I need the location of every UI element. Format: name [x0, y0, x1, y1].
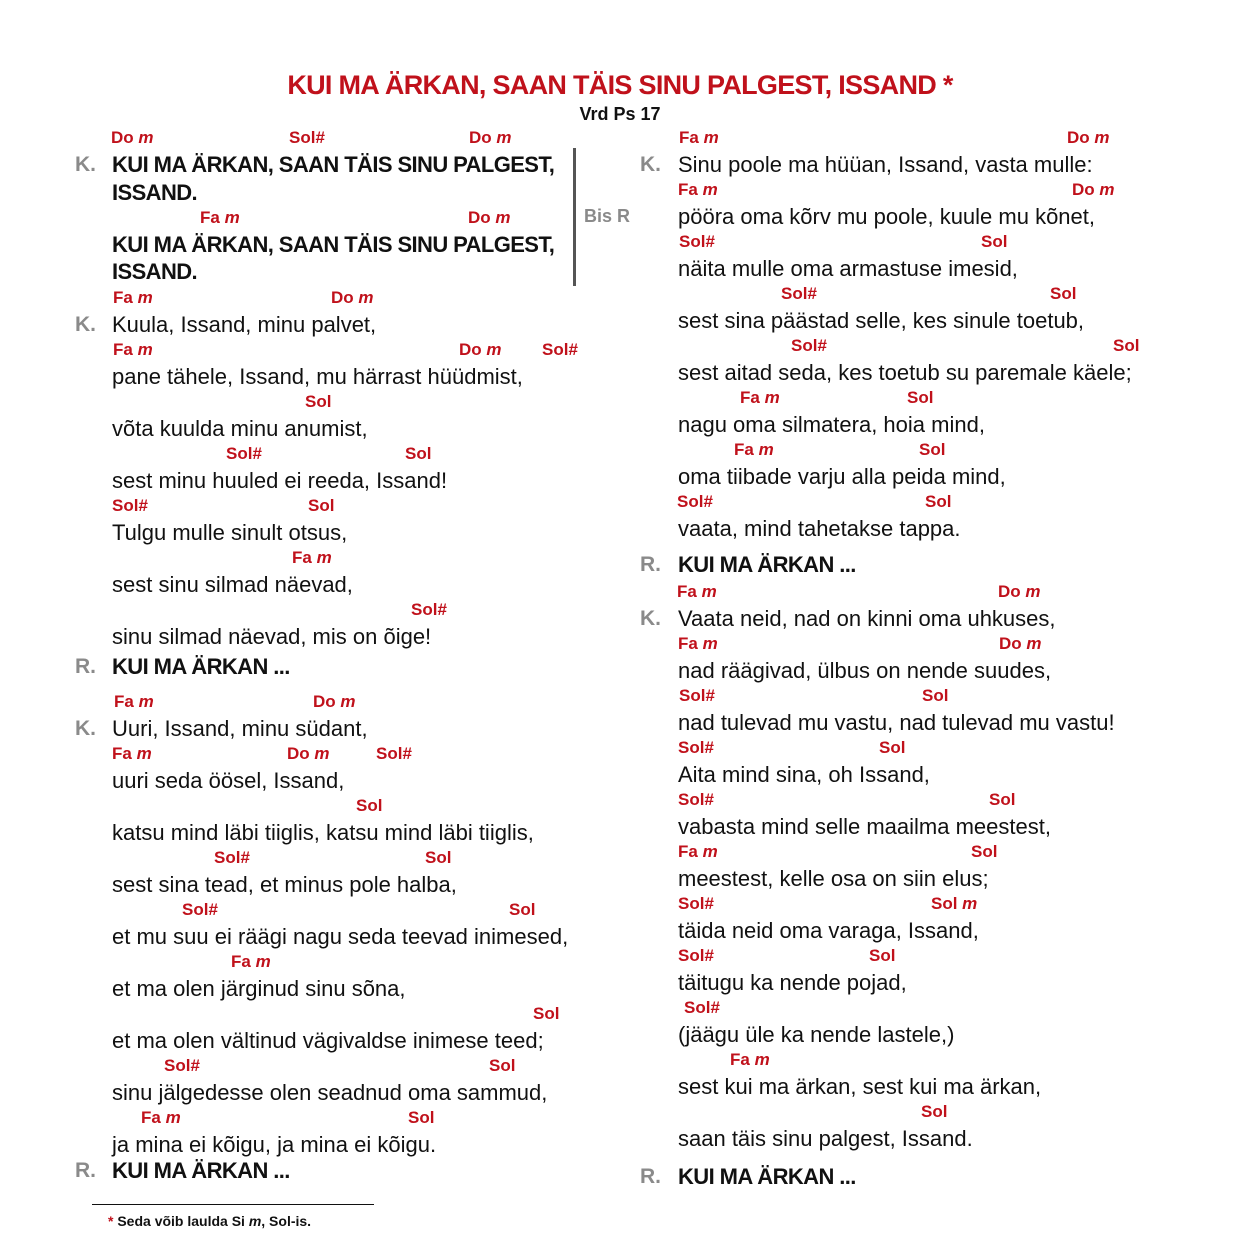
chord-root: Fa — [678, 180, 703, 199]
chord-root: Sol — [921, 1102, 948, 1121]
chord-label — [678, 946, 714, 966]
chord-label — [141, 1108, 181, 1128]
chord-minor-mark: m — [340, 692, 356, 711]
chord-root: Fa — [292, 548, 317, 567]
chord-label — [231, 952, 271, 972]
chord-root: Do — [999, 634, 1027, 653]
lyric-line: sest sinu silmad näevad, — [112, 572, 353, 597]
chord-label — [998, 582, 1041, 602]
chord-root: Sol# — [411, 600, 447, 619]
lyric-line: näita mulle oma armastuse imesid, — [678, 256, 1018, 281]
chord-root: Fa — [734, 440, 759, 459]
chord-root: Sol# — [376, 744, 412, 763]
chord-minor-mark: m — [496, 128, 512, 147]
bis-label: Bis R — [584, 206, 631, 226]
footnote — [108, 1213, 311, 1229]
chord-label — [981, 232, 1007, 252]
chord-label — [113, 288, 153, 308]
chord-root: Sol# — [678, 894, 714, 913]
lyric-line: Kuula, Issand, minu palvet, — [112, 312, 377, 337]
chord-minor-mark: m — [1025, 582, 1041, 601]
refrain-line: KUI MA ÄRKAN ... — [678, 552, 856, 577]
chord-root: Sol — [305, 392, 332, 411]
refrain-marker: R. — [75, 1159, 96, 1182]
refrain-line: KUI MA ÄRKAN, SAAN TÄIS SINU PALGEST, — [112, 232, 555, 257]
chord-label — [489, 1056, 515, 1076]
chord-label — [411, 600, 447, 620]
chord-root: Sol — [489, 1056, 516, 1075]
chord-root: Sol# — [679, 232, 715, 251]
chord-label — [999, 634, 1042, 654]
footnote-star: * — [108, 1213, 114, 1229]
verse-marker: K. — [640, 607, 661, 630]
chord-minor-mark: m — [702, 842, 718, 861]
lyric-line: oma tiibade varju alla peida mind, — [678, 464, 1006, 489]
chord-root: Do — [468, 208, 496, 227]
chord-label — [931, 894, 977, 914]
chord-root: Fa — [200, 208, 225, 227]
chord-root: Fa — [112, 744, 137, 763]
lyric-line: võta kuulda minu anumist, — [112, 416, 368, 441]
chord-root: Sol — [925, 492, 952, 511]
lyric-line: sest aitad seda, kes toetub su paremale käele; — [678, 360, 1132, 385]
chord-root: Sol — [931, 894, 963, 913]
chord-label — [468, 208, 511, 228]
chord-root: Sol — [919, 440, 946, 459]
lyric-line: Sinu poole ma hüüan, Issand, vasta mulle: — [678, 152, 1093, 177]
chord-root: Sol — [869, 946, 896, 965]
lyric-line: et ma olen järginud sinu sõna, — [112, 976, 406, 1001]
chord-label — [791, 336, 827, 356]
chord-label — [376, 744, 412, 764]
chord-root: Sol# — [678, 738, 714, 757]
lyric-line: katsu mind läbi tiiglis, katsu mind läbi tiiglis, — [112, 820, 534, 845]
footnote-text-pre: Seda võib laulda Si — [113, 1213, 249, 1229]
refrain-line: ISSAND. — [112, 180, 198, 205]
chord-root: Sol# — [226, 444, 262, 463]
refrain-line: KUI MA ÄRKAN ... — [678, 1164, 856, 1189]
lyric-line: sest sina päästad selle, kes sinule toetub, — [678, 308, 1085, 333]
chord-label — [305, 392, 331, 412]
chord-minor-mark: m — [136, 744, 152, 763]
chord-root: Sol — [981, 232, 1008, 251]
chord-label — [292, 548, 332, 568]
chord-label — [678, 790, 714, 810]
lyric-line: sest sina tead, et minus pole halba, — [112, 872, 457, 897]
chord-root: Fa — [679, 128, 704, 147]
chord-minor-mark: m — [1094, 128, 1110, 147]
chord-root: Sol — [425, 848, 452, 867]
chord-minor-mark: m — [137, 288, 153, 307]
chord-root: Sol — [408, 1108, 435, 1127]
chord-root: Do — [1067, 128, 1095, 147]
chord-root: Sol# — [112, 496, 148, 515]
chord-minor-mark: m — [138, 128, 154, 147]
chord-label — [869, 946, 895, 966]
chord-label — [533, 1004, 559, 1024]
chord-root: Sol — [533, 1004, 560, 1023]
chord-label — [200, 208, 240, 228]
chord-label — [469, 128, 512, 148]
chord-root: Sol — [879, 738, 906, 757]
chord-label — [226, 444, 262, 464]
chord-label — [1050, 284, 1076, 304]
chord-root: Fa — [141, 1108, 166, 1127]
chord-label — [684, 998, 720, 1018]
chord-label — [989, 790, 1015, 810]
refrain-marker: R. — [640, 1165, 661, 1188]
chord-label — [740, 388, 780, 408]
chord-label — [678, 634, 718, 654]
chord-root: Fa — [231, 952, 256, 971]
chord-label — [164, 1056, 200, 1076]
chord-label — [356, 796, 382, 816]
lyric-line: et ma olen vältinud vägivaldse inimese teed; — [112, 1028, 544, 1053]
chord-root: Fa — [740, 388, 765, 407]
lyric-line: Aita mind sina, oh Issand, — [678, 762, 930, 787]
lyric-line: Uuri, Issand, minu südant, — [112, 716, 368, 741]
chord-minor-mark: m — [495, 208, 511, 227]
chord-root: Sol# — [677, 492, 713, 511]
lyric-line: täitugu ka nende pojad, — [678, 970, 907, 995]
chord-root: Sol — [971, 842, 998, 861]
chord-minor-mark: m — [358, 288, 374, 307]
chord-root: Fa — [678, 842, 703, 861]
chord-label — [679, 686, 715, 706]
chord-root: Sol# — [214, 848, 250, 867]
chord-root: Sol — [405, 444, 432, 463]
lyric-line: täida neid oma varaga, Issand, — [678, 918, 979, 943]
chord-label — [679, 128, 719, 148]
chord-minor-mark: m — [758, 440, 774, 459]
chord-label — [214, 848, 250, 868]
chord-label — [971, 842, 997, 862]
chord-minor-mark: m — [314, 744, 330, 763]
chord-minor-mark: m — [962, 894, 978, 913]
refrain-line: KUI MA ÄRKAN ... — [112, 654, 290, 679]
chord-minor-mark: m — [754, 1050, 770, 1069]
footnote-italic: m — [248, 1213, 262, 1229]
lyric-line: pööra oma kõrv mu poole, kuule mu kõnet, — [678, 204, 1096, 229]
refrain-line: KUI MA ÄRKAN, SAAN TÄIS SINU PALGEST, — [112, 152, 555, 177]
chord-root: Sol# — [678, 946, 714, 965]
chord-label — [907, 388, 933, 408]
chord-label — [425, 848, 451, 868]
lyric-line: meestest, kelle osa on siin elus; — [678, 866, 989, 891]
footnote-text-post: , Sol-is. — [261, 1213, 312, 1229]
lyric-line: nad räägivad, ülbus on nende suudes, — [678, 658, 1052, 683]
lyric-line: Vaata neid, nad on kinni oma uhkuses, — [678, 606, 1056, 631]
chord-root: Sol# — [678, 790, 714, 809]
chord-label — [313, 692, 356, 712]
chord-label — [408, 1108, 434, 1128]
chord-label — [925, 492, 951, 512]
lyric-line: saan täis sinu palgest, Issand. — [678, 1126, 973, 1151]
chord-label — [677, 582, 717, 602]
lyric-line: nad tulevad mu vastu, nad tulevad mu vastu! — [678, 710, 1115, 735]
chord-label — [112, 496, 148, 516]
lyric-line: et mu suu ei räägi nagu seda teevad inimesed, — [112, 924, 569, 949]
chord-label — [114, 692, 154, 712]
chord-root: Fa — [114, 692, 139, 711]
lyric-line: pane tähele, Issand, mu härrast hüüdmist, — [112, 364, 523, 389]
chord-root: Fa — [730, 1050, 755, 1069]
chord-label — [331, 288, 374, 308]
chord-root: Fa — [678, 634, 703, 653]
verse-marker: K. — [75, 717, 96, 740]
chord-label — [1072, 180, 1115, 200]
chord-minor-mark: m — [764, 388, 780, 407]
chord-label — [405, 444, 431, 464]
lyric-line: vabasta mind selle maailma meestest, — [678, 814, 1051, 839]
chord-label — [113, 340, 153, 360]
chord-root: Sol — [308, 496, 335, 515]
chord-minor-mark: m — [137, 340, 153, 359]
lyric-line: sest minu huuled ei reeda, Issand! — [112, 468, 448, 493]
chord-root: Sol — [509, 900, 536, 919]
chord-root: Do — [111, 128, 139, 147]
chord-minor-mark: m — [1099, 180, 1115, 199]
chord-label — [919, 440, 945, 460]
chord-root: Fa — [677, 582, 702, 601]
chord-label — [879, 738, 905, 758]
chord-label — [1067, 128, 1110, 148]
bis-bracket — [573, 148, 576, 286]
chord-minor-mark: m — [138, 692, 154, 711]
chord-label — [678, 894, 714, 914]
lyric-line: sinu silmad näevad, mis on õige! — [112, 624, 432, 649]
chord-minor-mark: m — [255, 952, 271, 971]
chord-root: Do — [1072, 180, 1100, 199]
chord-label — [459, 340, 502, 360]
chord-label — [678, 842, 718, 862]
chord-label — [922, 686, 948, 706]
lyric-line: (jäägu üle ka nende lastele,) — [678, 1022, 955, 1047]
chord-root: Fa — [113, 288, 138, 307]
verse-marker: K. — [75, 153, 96, 176]
lyric-line: nagu oma silmatera, hoia mind, — [678, 412, 985, 437]
chord-root: Do — [998, 582, 1026, 601]
chord-label — [781, 284, 817, 304]
chord-label — [308, 496, 334, 516]
chord-minor-mark: m — [224, 208, 240, 227]
chord-root: Do — [287, 744, 315, 763]
chord-minor-mark: m — [486, 340, 502, 359]
refrain-marker: R. — [75, 655, 96, 678]
chord-minor-mark: m — [702, 634, 718, 653]
chord-label — [921, 1102, 947, 1122]
chord-root: Sol — [907, 388, 934, 407]
chord-root: Sol# — [679, 686, 715, 705]
refrain-marker: R. — [640, 553, 661, 576]
chord-label — [542, 340, 578, 360]
chord-root: Sol# — [791, 336, 827, 355]
verse-marker: K. — [640, 153, 661, 176]
chord-root: Sol# — [182, 900, 218, 919]
chord-label — [287, 744, 330, 764]
chord-minor-mark: m — [701, 582, 717, 601]
lyric-line: sinu jälgedesse olen seadnud oma sammud, — [112, 1080, 548, 1105]
chord-root: Sol# — [781, 284, 817, 303]
chord-root: Do — [313, 692, 341, 711]
lyric-line: vaata, mind tahetakse tappa. — [678, 516, 961, 541]
chord-label — [509, 900, 535, 920]
lyric-line: Tulgu mulle sinult otsus, — [112, 520, 348, 545]
chord-root: Sol — [989, 790, 1016, 809]
chord-minor-mark: m — [165, 1108, 181, 1127]
song-title: KUI MA ÄRKAN, SAAN TÄIS SINU PALGEST, ISSAND * — [287, 70, 953, 100]
chord-root: Sol# — [164, 1056, 200, 1075]
chord-root: Do — [331, 288, 359, 307]
chord-minor-mark: m — [702, 180, 718, 199]
chord-root: Fa — [113, 340, 138, 359]
footnote-rule — [92, 1204, 374, 1205]
chord-label — [289, 128, 325, 148]
chord-root: Do — [469, 128, 497, 147]
chord-minor-mark: m — [703, 128, 719, 147]
chord-root: Sol — [922, 686, 949, 705]
chord-minor-mark: m — [316, 548, 332, 567]
chord-root: Sol — [356, 796, 383, 815]
refrain-line: ISSAND. — [112, 259, 198, 284]
lyric-line: ja mina ei kõigu, ja mina ei kõigu. — [112, 1132, 437, 1157]
lyric-line: uuri seda öösel, Issand, — [112, 768, 345, 793]
chord-label — [677, 492, 713, 512]
chord-root: Sol# — [289, 128, 325, 147]
chord-root: Sol# — [684, 998, 720, 1017]
chord-label — [112, 744, 152, 764]
chord-label — [111, 128, 154, 148]
chord-label — [678, 738, 714, 758]
chord-label — [679, 232, 715, 252]
chord-label — [182, 900, 218, 920]
song-subtitle: Vrd Ps 17 — [579, 104, 661, 124]
lyric-line: sest kui ma ärkan, sest kui ma ärkan, — [678, 1074, 1042, 1099]
chord-label — [734, 440, 774, 460]
chord-root: Sol# — [542, 340, 578, 359]
chord-label — [1113, 336, 1139, 356]
chord-label — [730, 1050, 770, 1070]
chord-minor-mark: m — [1026, 634, 1042, 653]
refrain-line: KUI MA ÄRKAN ... — [112, 1158, 290, 1183]
chord-root: Do — [459, 340, 487, 359]
chord-root: Sol — [1113, 336, 1140, 355]
verse-marker: K. — [75, 313, 96, 336]
chord-root: Sol — [1050, 284, 1077, 303]
chord-label — [678, 180, 718, 200]
